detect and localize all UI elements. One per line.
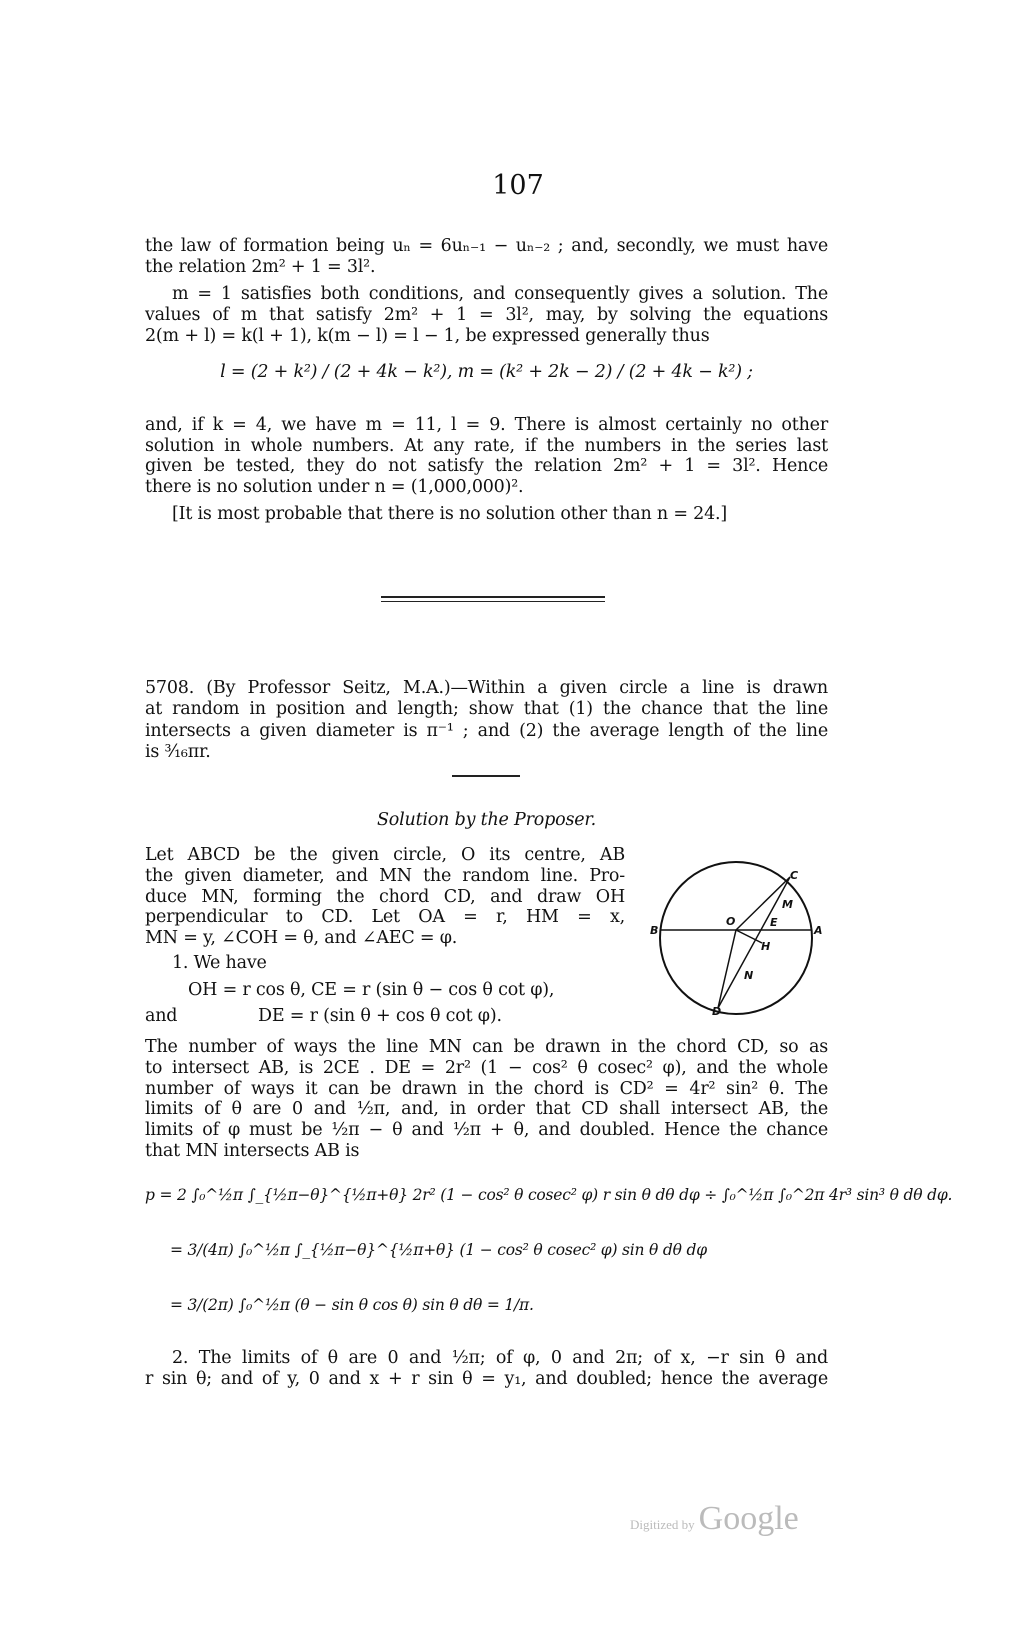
label-n: N xyxy=(744,969,754,982)
circle-diagram xyxy=(640,855,840,1025)
problem-line: intersects a given diameter is π⁻¹ ; and (2) the average length of the line xyxy=(145,721,828,741)
text-line: The number of ways the line MN can be drawn in the chord CD, so as xyxy=(145,1037,828,1057)
text-line: MN = y, ∠COH = θ, and ∠AEC = φ. xyxy=(145,928,458,948)
label-b: B xyxy=(650,924,659,937)
equation: l = (2 + k²) / (2 + 4k − k²), m = (k² + 2k − 2) / (2 + 4k − k²) ; xyxy=(220,362,753,382)
circle xyxy=(660,862,812,1014)
problem-line: at random in position and length; show that (1) the chance that the line xyxy=(145,699,828,719)
text-line: perpendicular to CD. Let OA = r, HM = x, xyxy=(145,907,625,927)
problem-line: is ³⁄₁₆πr. xyxy=(145,742,211,762)
label-d: D xyxy=(712,1005,722,1018)
label-c: C xyxy=(790,869,799,882)
text-line: OH = r cos θ, CE = r (sin θ − cos θ cot φ), xyxy=(188,980,555,1000)
text-line: solution in whole numbers. At any rate, if the numbers in the series last xyxy=(145,436,828,456)
chord-cd xyxy=(718,877,790,1008)
google-watermark xyxy=(630,1500,799,1538)
text-line: limits of φ must be ½π − θ and ½π + θ, and doubled. Hence the chance xyxy=(145,1120,828,1140)
watermark-prefix: Digitized by xyxy=(630,1517,695,1532)
text-line: 2. The limits of θ are 0 and ½π; of φ, 0 and 2π; of x, −r sin θ and xyxy=(172,1348,828,1368)
text-line: [It is most probable that there is no solution other than n = 24.] xyxy=(172,504,728,524)
double-rule xyxy=(381,601,605,602)
short-rule xyxy=(452,775,520,777)
text-line: the law of formation being uₙ = 6uₙ₋₁ − uₙ₋₂ ; and, secondly, we must have xyxy=(145,236,828,256)
label-a: A xyxy=(814,924,823,937)
label-o: O xyxy=(726,915,736,928)
label-h: H xyxy=(761,940,771,953)
text-line: values of m that satisfy 2m² + 1 = 3l², may, by solving the equations xyxy=(145,305,828,325)
equation: = 3/(2π) ∫₀^½π (θ − sin θ cos θ) sin θ dθ = 1/π. xyxy=(170,1296,534,1314)
text-line: 1. We have xyxy=(172,953,267,973)
page-number: 107 xyxy=(492,170,544,201)
text-line: and, if k = 4, we have m = 11, l = 9. There is almost certainly no other xyxy=(145,415,828,435)
text-line: the given diameter, and MN the random line. Pro- xyxy=(145,866,625,886)
text-line: and xyxy=(145,1006,178,1026)
radius-od xyxy=(718,930,736,1008)
text-line: that MN intersects AB is xyxy=(145,1141,360,1161)
text-line: duce MN, forming the chord CD, and draw OH xyxy=(145,887,625,907)
text-line: limits of θ are 0 and ½π, and, in order that CD shall intersect AB, the xyxy=(145,1099,828,1119)
text-line: to intersect AB, is 2CE . DE = 2r² (1 − cos² θ cosec² φ), and the whole xyxy=(145,1058,828,1078)
text-line: number of ways it can be drawn in the chord is CD² = 4r² sin² θ. The xyxy=(145,1079,828,1099)
text-line: 2(m + l) = k(l + 1), k(m − l) = l − 1, be expressed generally thus xyxy=(145,326,710,346)
problem-line: 5708. (By Professor Seitz, M.A.)—Within a given circle a line is drawn xyxy=(145,678,828,698)
text-line: there is no solution under n = (1,000,000)². xyxy=(145,477,524,497)
text-line: given be tested, they do not satisfy the relation 2m² + 1 = 3l². Hence xyxy=(145,456,828,476)
text-line: Let ABCD be the given circle, O its centre, AB xyxy=(145,845,625,865)
text-line: the relation 2m² + 1 = 3l². xyxy=(145,257,376,277)
text-line: DE = r (sin θ + cos θ cot φ). xyxy=(258,1006,502,1026)
text-line: m = 1 satisfies both conditions, and consequently gives a solution. The xyxy=(172,284,828,304)
text-line: r sin θ; and of y, 0 and x + r sin θ = y₁, and doubled; hence the average xyxy=(145,1369,828,1389)
label-e: E xyxy=(770,916,778,929)
label-m: M xyxy=(782,898,793,911)
solution-heading: Solution by the Proposer. xyxy=(376,810,597,830)
equation: p = 2 ∫₀^½π ∫_{½π−θ}^{½π+θ} 2r² (1 − cos² θ cosec² φ) r sin θ dθ dφ ÷ ∫₀^½π ∫₀^2π 4r³ sin³ θ dθ dφ. xyxy=(145,1186,953,1204)
double-rule xyxy=(381,596,605,598)
equation: = 3/(4π) ∫₀^½π ∫_{½π−θ}^{½π+θ} (1 − cos² θ cosec² φ) sin θ dθ dφ xyxy=(170,1241,707,1259)
watermark-brand: Google xyxy=(698,1500,799,1537)
